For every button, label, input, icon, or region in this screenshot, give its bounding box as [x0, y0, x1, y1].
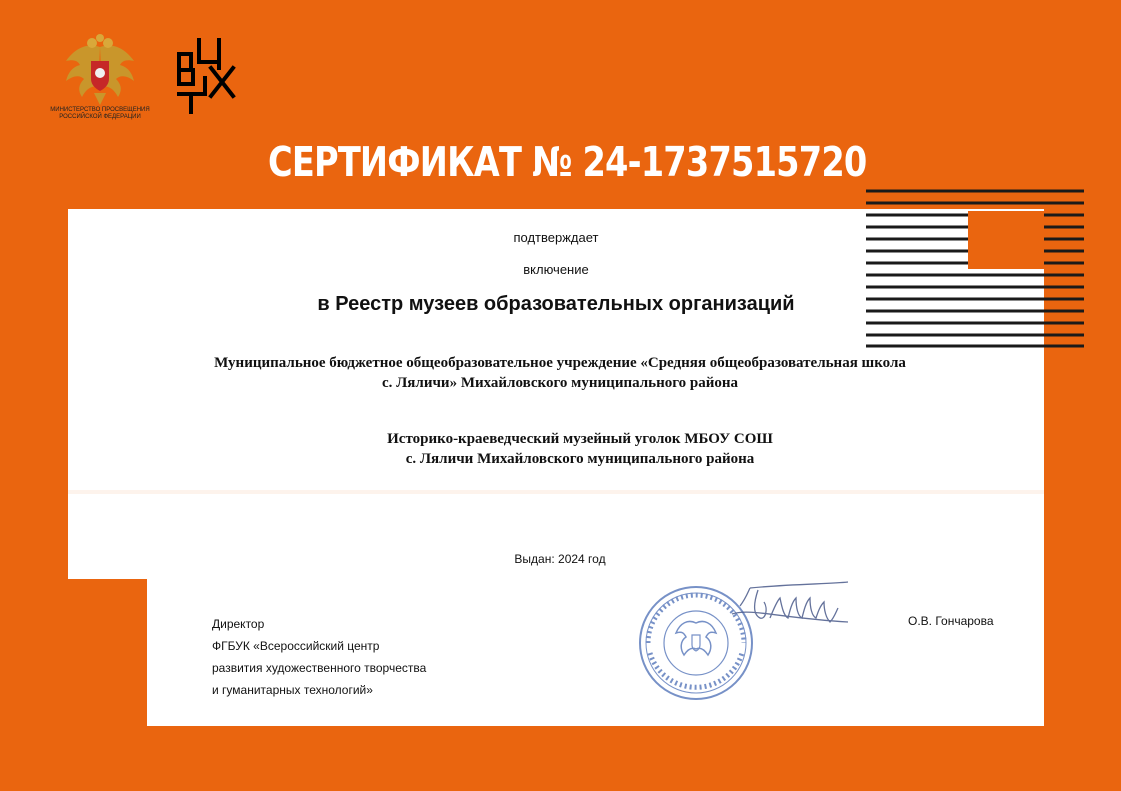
organization-name-line1: Муниципальное бюджетное общеобразовательное учреждение «Средняя общеобразовательная школа [214, 355, 906, 371]
vcx-logo-icon [175, 36, 239, 114]
ministry-name-line1: МИНИСТЕРСТВО ПРОСВЕЩЕНИЯ [50, 107, 150, 113]
certificate-title: СЕРТИФИКАТ № 24-1737515720 [268, 138, 867, 186]
signer-title-line3: развития художественного творчества [212, 661, 427, 675]
museum-name-line1: Историко-краеведческий музейный уголок МБОУ СОШ [387, 431, 773, 447]
signer-title-line4: и гуманитарных технологий» [212, 683, 373, 697]
inclusion-text: включение [523, 262, 589, 277]
museum-name-line2: с. Ляличи Михайловского муниципального района [405, 451, 755, 467]
coat-of-arms-icon [60, 33, 140, 109]
ministry-name [40, 107, 160, 121]
ministry-name-line2: РОССИЙСКОЙ ФЕДЕРАЦИИ [59, 114, 141, 120]
issued-date: Выдан: 2024 год [514, 552, 606, 566]
museum-name [300, 429, 860, 469]
signer-title-line1: Директор [212, 617, 265, 631]
signer-name: О.В. Гончарова [908, 614, 994, 628]
signer-title-line2: ФГБУК «Всероссийский центр [212, 639, 380, 653]
signer-title [212, 613, 426, 701]
confirms-text: подтверждает [513, 230, 599, 245]
organization-name [150, 353, 970, 393]
registry-heading: в Реестр музеев образовательных организаций [317, 293, 795, 315]
divider [68, 490, 1044, 494]
organization-name-line2: с. Ляличи» Михайловского муниципального района [381, 375, 739, 391]
handwritten-signature-icon [730, 578, 852, 638]
